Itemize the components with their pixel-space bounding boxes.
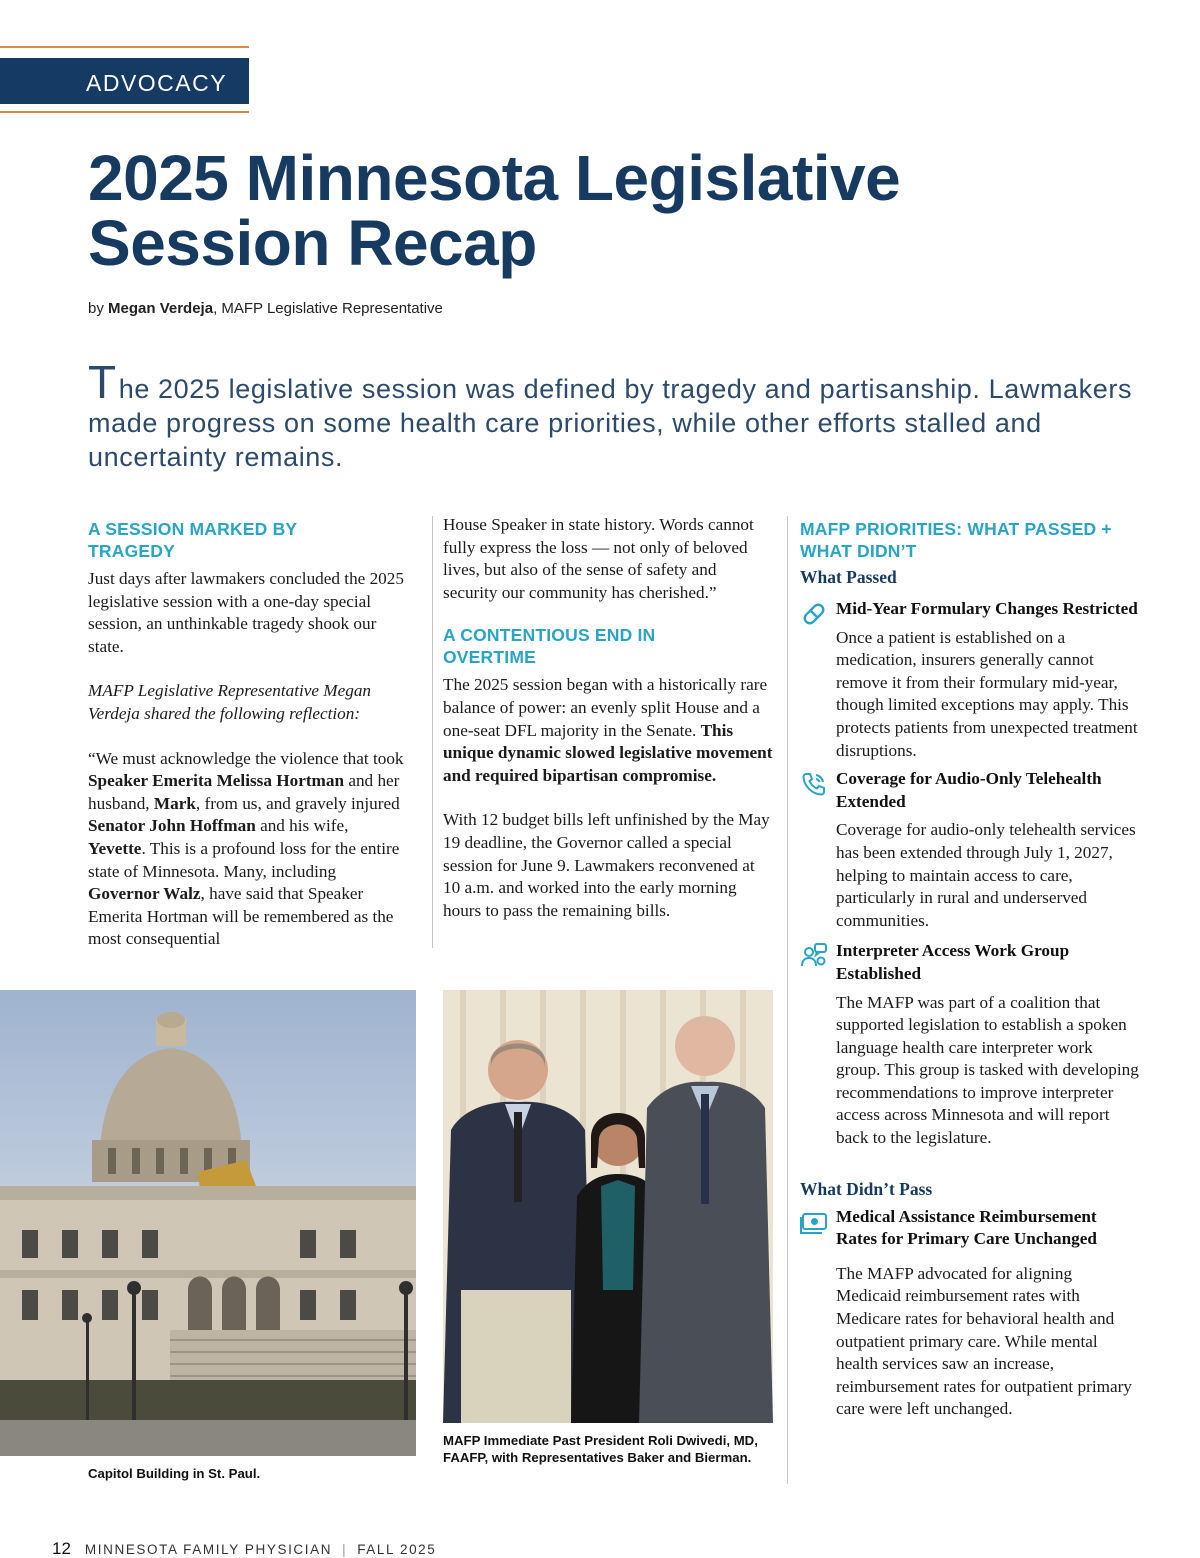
capitol-illustration <box>0 990 416 1456</box>
item-body: Once a patient is established on a medication, insurers generally cannot remove it from their formulary mid-year, though limited exceptions may apply. This protects patients from unexpected treatment disruptions. <box>836 627 1138 760</box>
priority-item <box>800 940 1140 1149</box>
priority-item <box>800 1206 1140 1421</box>
issue-label: FALL 2025 <box>357 1542 437 1557</box>
priority-item <box>800 768 1140 932</box>
headline: 2025 Minnesota Legislative Session Recap <box>88 142 901 279</box>
section-heading-tragedy: A SESSION MARKED BY TRAGEDY <box>88 519 297 561</box>
italic-paragraph: MAFP Legislative Representative Megan Verdeja shared the following reflection: <box>88 681 372 723</box>
group-photo-caption: MAFP Immediate Past President Roli Dwivedi, MD, FAAFP, with Representatives Baker and Bierman. <box>443 1433 758 1465</box>
quote-paragraph: “We must acknowledge the violence that took Speaker Emerita Melissa Hortman and her husband, Mark, from us, and gravely injured Senator John Hoffman and his wife, Yevette. This is a profound loss for the entire state of Minnesota. Many, including Governor Walz, have said that Speaker Emerita Hortman will be remembered as the most consequential <box>88 748 404 949</box>
pill-icon <box>800 600 828 628</box>
group-illustration <box>443 990 773 1423</box>
item-body: The MAFP advocated for aligning Medicaid reimbursement rates with Medicare rates for behavioral health and outpatient primary care. While mental health services saw an increase, reimbursement rates for outpatient primary care were left unchanged. <box>836 1263 1132 1419</box>
quote-continued: House Speaker in state history. Words cannot fully express the loss — not only of beloved lives, but also of the sense of safety and security our community has cherished.” <box>443 515 754 602</box>
lede <box>88 356 1148 474</box>
item-title: Mid-Year Formulary Changes Restricted <box>836 599 1138 618</box>
item-title: Coverage for Audio-Only Telehealth Extended <box>836 769 1102 811</box>
top-rule <box>0 46 249 48</box>
column-divider <box>432 516 433 948</box>
item-title: Interpreter Access Work Group Established <box>836 941 1070 983</box>
phone-audio-icon <box>800 770 828 798</box>
money-icon <box>800 1208 828 1236</box>
column-2 <box>443 514 773 944</box>
interpreter-icon <box>800 942 828 970</box>
capitol-caption: Capitol Building in St. Paul. <box>88 1466 261 1481</box>
column-3 <box>800 518 1140 1421</box>
paragraph: Just days after lawmakers concluded the 2025 legislative session with a one-day special session, an unthinkable tragedy shook our state. <box>88 569 404 656</box>
item-title: Medical Assistance Reimbursement Rates for Primary Care Unchanged <box>836 1206 1097 1249</box>
paragraph: With 12 budget bills left unfinished by the May 19 deadline, the Governor called a special session for June 9. Lawmakers reconvened at 10 a.m. and worked into the early morning hours to pass the remaining bills. <box>443 810 770 920</box>
publication-name: MINNESOTA FAMILY PHYSICIAN <box>84 1542 333 1557</box>
footer-separator: | <box>342 1542 348 1557</box>
section-heading-priorities: MAFP PRIORITIES: WHAT PASSED + WHAT DIDN’T <box>800 519 1112 561</box>
lede-text: he 2025 legislative session was defined by tragedy and partisanship. Lawmakers made progress on some health care priorities, while other efforts stalled and uncertainty remains. <box>88 374 1133 472</box>
item-body: Coverage for audio-only telehealth services has been extended through July 1, 2027, helping to maintain access to care, particularly in rural and underserved communities. <box>836 820 1136 930</box>
group-photo <box>443 990 773 1423</box>
drop-cap: T <box>88 356 117 408</box>
item-body: The MAFP was part of a coalition that supported legislation to establish a spoken language health care interpreter work group. This group is tasked with developing recommendations to improve interpreter access across Minnesota and will report back to the legislature. <box>836 992 1139 1148</box>
column-divider <box>787 516 788 1484</box>
page-number: 12 <box>52 1539 71 1558</box>
section-tag: ADVOCACY <box>0 58 249 104</box>
section-heading-overtime: A CONTENTIOUS END IN OVERTIME <box>443 625 656 668</box>
what-passed-label: What Passed <box>800 567 897 587</box>
what-didnt-pass-label: What Didn’t Pass <box>800 1178 933 1199</box>
column-1 <box>88 518 404 973</box>
capitol-photo <box>0 990 416 1456</box>
bottom-rule <box>0 111 249 113</box>
paragraph: The 2025 session began with a historically rare balance of power: an evenly split House and a one-seat DFL majority in the Senate. This unique dynamic slowed legislative movement and required bipartisan compromise. <box>443 675 773 785</box>
author-name: Megan Verdeja <box>108 300 214 317</box>
priority-item <box>800 598 1140 762</box>
page-footer <box>52 1539 436 1558</box>
byline: by Megan Verdeja, MAFP Legislative Representative <box>88 300 443 317</box>
